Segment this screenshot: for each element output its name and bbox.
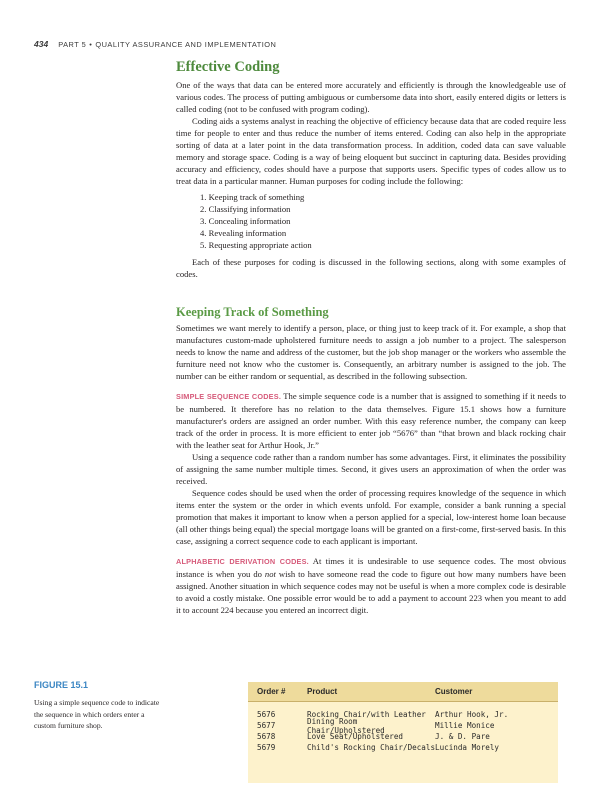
cell-product: Love Seat/Upholstered [307,732,404,741]
cell-customer: Lucinda Morely [435,743,500,752]
cell-customer: Arthur Hook, Jr. [435,710,509,719]
figure-label: FIGURE 15.1 [34,680,89,690]
list-item: 1. Keeping track of something [200,192,305,202]
header-customer: Customer [435,687,473,696]
simple-sequence-text: The simple sequence code is a number that is assigned to something if it needs to be numbered. It therefore has no relation to the data themselves. Figure 15.1 shows how a furniture manufacturer's orders are assigned an order number. With this easy reference number, the company can keep track of the order in process. It is more efficient to enter job “5676” than “that brown and black rocking chair with the leather seat for Arthur Hook, Jr.” [176,391,567,450]
purposes-list [176,191,566,251]
alphabetic-text-after: wish to have someone read the code to figure out how many numbers have been assigned. Another situation in which sequence codes may not be useful is when a more complex code is desirable to avoid a costly mistake. One possible error would be to add a payment to account 223 when you meant to add it to account 224 because you entered an incorrect digit. [176,569,566,615]
header-product: Product [307,687,338,696]
figure-caption: Using a simple sequence code to indicate the sequence in which orders enter a custom furniture shop. [34,698,160,730]
purposes-summary-paragraph: Each of these purposes for coding is discussed in the following sections, along with some examples of codes. [176,257,566,279]
section-title: QUALITY ASSURANCE AND IMPLEMENTATION [95,40,277,49]
table-row [248,716,558,735]
table-row [248,742,558,753]
figure-table [248,682,558,783]
cell-order-number: 5676 [257,710,276,719]
part-label: PART 5 [58,40,87,49]
heading-effective-coding: Effective Coding [176,59,280,75]
heading-keeping-track: Keeping Track of Something [176,305,329,319]
cell-product: Rocking Chair/with Leather [307,710,426,719]
intro-paragraph: One of the ways that data can be entered more accurately and efficiently is through the knowledgeable use of various codes. The process of putting ambiguous or cumbersome data into short, easily entered digits or letters is called coding (not to be confused with program coding). [176,80,566,114]
alphabetic-derivation-subhead: ALPHABETIC DERIVATION CODES. [176,557,309,566]
list-item: 2. Classifying information [200,204,291,214]
simple-sequence-subhead: SIMPLE SEQUENCE CODES. [176,392,282,401]
alphabetic-derivation-paragraph [176,555,566,616]
list-item: 3. Concealing information [200,216,291,226]
cell-product: Child's Rocking Chair/Decals [307,743,436,752]
simple-sequence-paragraph [176,390,566,451]
sequence-usage-paragraph: Sequence codes should be used when the order of processing requires knowledge of the sequence in which items enter the system or the order in which events unfold. For example, consider a bank running a special promotion that makes it important to know when a person applied for a special, low-interest home loan because (all other things being equal) the special mortgage loans will be granted on a first-come, first-served basis. In this case, assigning a correct sequence code to each applicant is important. [176,488,566,546]
header-order-number: Order # [257,687,286,696]
keeping-track-block [176,322,566,616]
running-head [34,39,276,49]
list-item: 4. Revealing information [200,228,287,238]
cell-customer: Millie Monice [435,721,495,730]
bullet-separator: • [89,40,93,49]
cell-order-number: 5678 [257,732,276,741]
cell-order-number: 5679 [257,743,276,752]
coding-aids-paragraph: Coding aids a systems analyst in reaching the objective of efficiency because data that are coded require less time for people to enter and thus reduce the number of items entered. Coding can also help in the appropriate sorting of data at a later point in the data transformation process. In addition, coded data can save valuable memory and storage space. Coding is a way of being eloquent but succinct in capturing data. Besides providing accuracy and efficiency, codes should have a purpose that supports users. Specific types of codes allow us to treat data in a particular manner. Human purposes for coding include the following: [176,116,566,186]
list-item: 5. Requesting appropriate action [200,240,312,250]
emphasis-not: not [264,569,276,579]
sequence-advantages-paragraph: Using a sequence code rather than a random number has some advantages. First, it eliminates the possibility of assigning the same number multiple times. Second, it gives users an approximation of when the order was received. [176,452,566,486]
table-header-row [248,682,558,702]
intro-block [176,79,566,280]
cell-product: Dining Room Chair/Upholstered [307,716,385,735]
table-body [248,702,558,753]
page-number: 434 [34,39,49,49]
cell-order-number: 5677 [257,721,276,730]
table-row [248,731,558,742]
keeping-track-paragraph: Sometimes we want merely to identify a person, place, or thing just to keep track of it. For example, a shop that manufactures custom-made upholstered furniture needs to assign a job number to a project. The salesperson needs to know the name and address of the customer, but the job shop manager or the workers who assemble the furniture need not know who the customer is. Consequently, an arbitrary number is assigned to the job. The number can be either random or sequential, as described in the following subsection. [176,323,566,381]
alphabetic-text-before: At times it is undesirable to use sequence codes. The most obvious instance is when you do [176,556,566,579]
cell-customer: J. & D. Pare [435,732,490,741]
